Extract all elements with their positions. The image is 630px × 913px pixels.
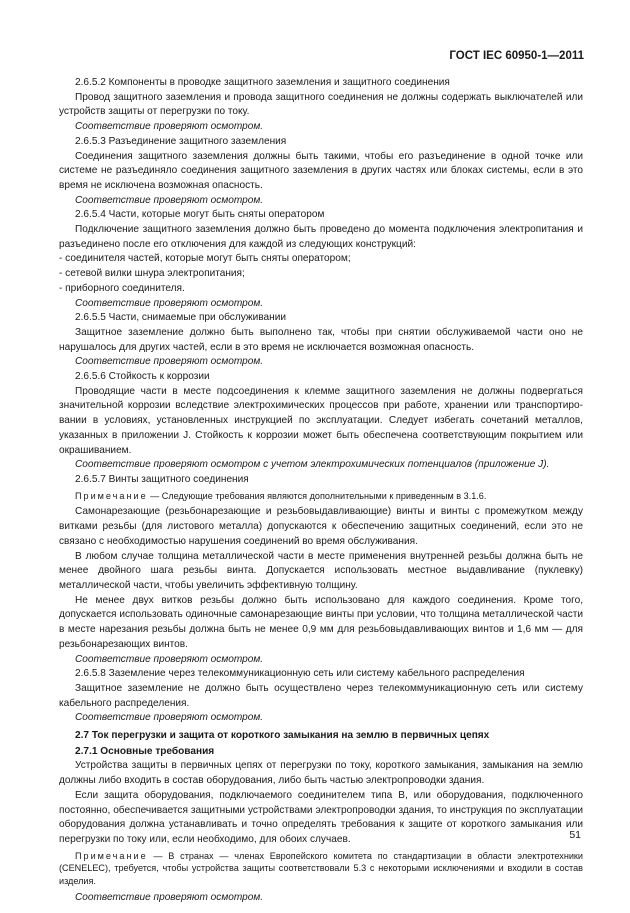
compliance-note: Соответствие проверяют осмотром.	[75, 712, 264, 724]
note-text: — Следующие требования являются дополнительными к приведенным в 3.1.6.	[147, 490, 487, 501]
compliance-note: Соответствие проверяют осмотром.	[75, 356, 264, 368]
note-text: — В странах — членах Европейского комитета по стандартизации в области электротехники (CENELEC), требуется, чтобы устройства защиты соответствовали 5.3 с некоторыми исключениями и входили в состав изделия.	[59, 850, 583, 887]
list-item: - приборного соединителя.	[59, 282, 185, 294]
document-body	[59, 76, 583, 906]
paragraph: 2.6.5.6 Стойкость к коррозии	[75, 371, 210, 383]
page-number: 51	[569, 829, 581, 841]
paragraph: Устройства защиты в первичных цепях от перегрузки по току, короткого замыкания, замыкания на землю должны либо входить в состав оборудования, либо быть частью электропроводки здания.	[59, 760, 583, 787]
paragraph: В любом случае толщина металлической части в месте применения внутренней резьбы должна быть не менее двойного шага резьбы винта. Допускается использовать местное выдавливание (пуклевку) металлической части, чтобы увеличить эффективную толщину.	[59, 550, 583, 591]
section-heading: 2.7.1 Основные требования	[75, 745, 215, 757]
section-heading: 2.7 Ток перегрузки и защита от короткого замыкания на землю в первичных цепях	[75, 730, 490, 742]
paragraph: 2.6.5.2 Компоненты в проводке защитного заземления и защитного соединения	[75, 77, 450, 88]
note-paragraph	[59, 850, 583, 888]
compliance-note: Соответствие проверяют осмотром с учетом электрохимических потенциалов (приложение J).	[75, 459, 550, 471]
list-item: - сетевой вилки шнура электропитания;	[59, 268, 245, 280]
paragraph: Если защита оборудования, подключаемого соединителем типа В, или оборудования, подключенного постоянно, обеспечивается защитными устройствами электропроводки здания, то инструкция по эксплуатации оборудования должна устанавливать и точно определять требования к защите от короткого замыкания или перегрузки по току или, если необходимо, для обоих случаев.	[59, 789, 583, 845]
paragraph: Самонарезающие (резьбонарезающие и резьбовыдавливающие) винты и винты с промежутком между витками резьбы (для листового металла) допускаются к обеспечению защитных соединений, если это не связано с необходимостью нарушения соединений во время обслуживания.	[59, 506, 583, 547]
paragraph: Не менее двух витков резьбы должно быть использовано для каждого соединения. Кроме того, допускается использовать одиночные самонарезающие винты при условии, что толщина металлической части в месте нарезания резьбы должна быть не менее 0,9 мм для резьбовыдавливающих винтов и 1,6 мм — для резьбонарезающих винтов.	[59, 594, 583, 650]
compliance-note: Соответствие проверяют осмотром.	[75, 121, 264, 133]
note-label: Примечание	[75, 490, 148, 501]
paragraph: Защитное заземление должно быть выполнено так, чтобы при снятии обслуживаемой части оно не нарушалось для других частей, если в это время не исключается возможная опасность.	[59, 326, 583, 353]
paragraph: Защитное заземление не должно быть осуществлено через телекоммуникационную сеть или систему кабельного распределения.	[59, 682, 583, 709]
paragraph: 2.6.5.8 Заземление через телекоммуникационную сеть или систему кабельного распределения	[75, 668, 525, 680]
paragraph: Соединения защитного заземления должны быть такими, чтобы его разъединение в одной точке или системе не разъединяло соединения защитного заземления в других частях или блоках системы, если в это время не исключена возможная опасность.	[59, 150, 583, 191]
compliance-note: Соответствие проверяют осмотром.	[75, 653, 264, 665]
standard-header: ГОСТ IEC 60950-1—2011	[449, 50, 584, 62]
compliance-note: Соответствие проверяют осмотром.	[75, 892, 264, 904]
paragraph: Провод защитного заземления и провода защитного соединения не должны содержать выключателей или устройств защиты от перегрузки по току.	[59, 91, 583, 118]
paragraph: 2.6.5.4 Части, которые могут быть сняты оператором	[75, 209, 325, 221]
paragraph: 2.6.5.7 Винты защитного соединения	[75, 473, 249, 485]
paragraph: Подключение защитного заземления должно быть проведено до момента подключения электропитания и разъединено после его отключения для каждой из следующих конструкций:	[59, 224, 583, 250]
note-paragraph	[59, 490, 583, 503]
paragraph: 2.6.5.3 Разъединение защитного заземления	[75, 135, 287, 147]
paragraph: Проводящие части в месте подсоединения к клемме защитного заземления не должны подвергаться значительной коррозии вследствие электрохимических процессов при работе, хранении или транспортировании в условиях, установленных инструкцией по эксплуатации. Следует избегать сочетаний металлов, указанных в приложении J. Стойкость к коррозии может быть обеспечена соответствующим покрытием или окрашиванием.	[59, 385, 583, 456]
compliance-note: Соответствие проверяют осмотром.	[75, 297, 264, 309]
compliance-note: Соответствие проверяют осмотром.	[75, 194, 264, 206]
list-item: - соединителя частей, которые могут быть сняты оператором;	[59, 253, 351, 265]
paragraph: 2.6.5.5 Части, снимаемые при обслуживании	[75, 312, 286, 324]
note-label: Примечание	[75, 850, 148, 861]
